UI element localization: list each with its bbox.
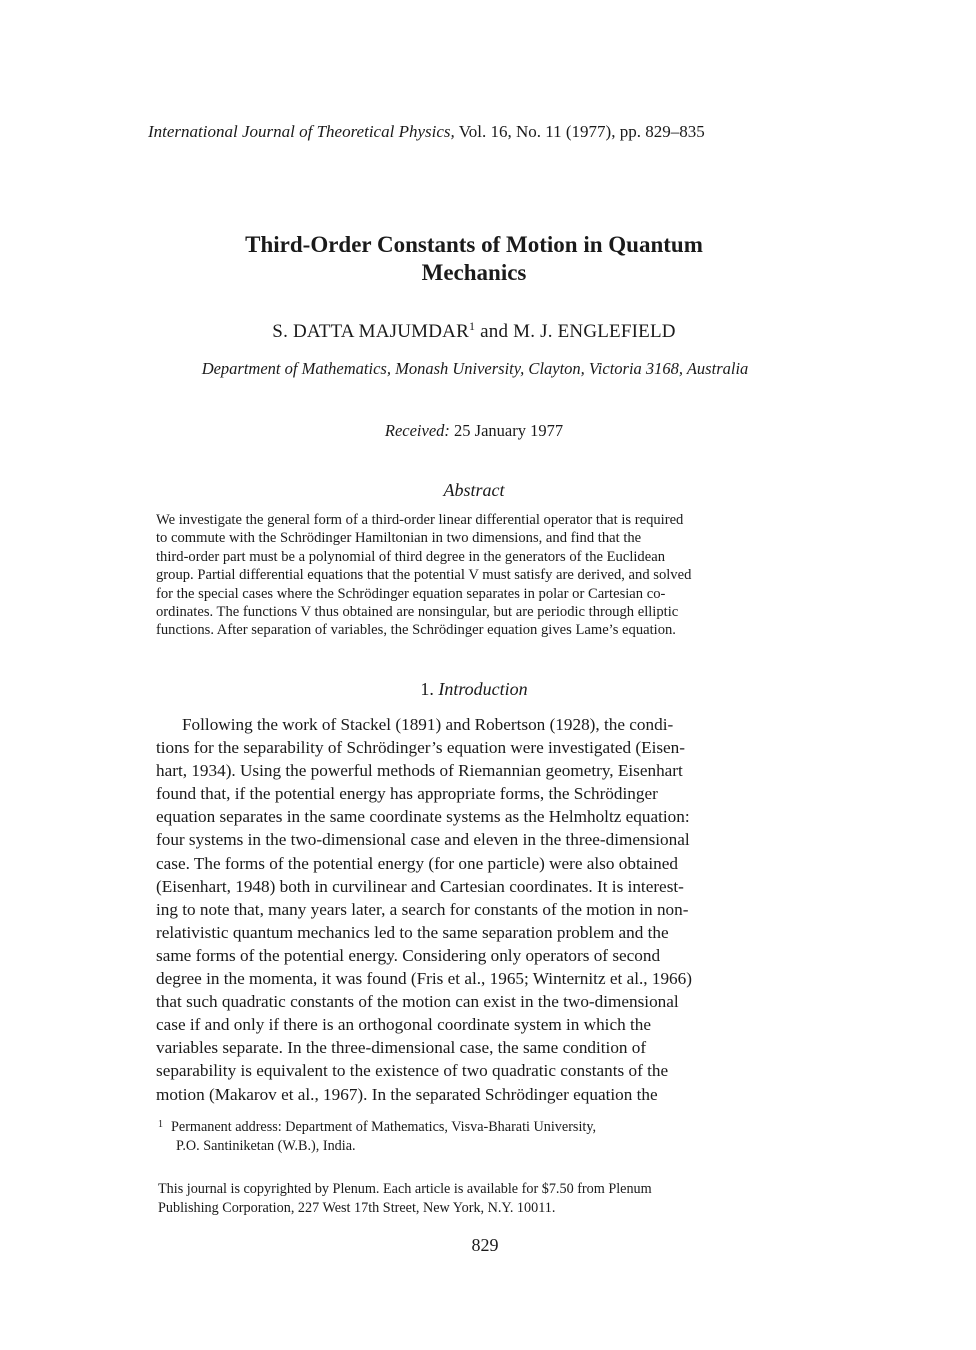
abstract-line: to commute with the Schrödinger Hamiltonian in two dimensions, and find that the	[156, 530, 642, 547]
abstract-line: We investigate the general form of a third-order linear differential operator that is required	[156, 512, 684, 528]
paper-title-line-2: Mechanics	[421, 260, 527, 285]
body-line: case if and only if there is an orthogonal coordinate system in which the	[156, 1015, 651, 1035]
received-label: Received:	[384, 421, 450, 440]
page-number: 829	[471, 1235, 499, 1255]
footnote-mark: 1	[158, 1119, 163, 1130]
author-list	[140, 319, 808, 345]
journal-citation	[148, 121, 848, 143]
journal-name: International Journal of Theoretical Physics,	[148, 122, 455, 141]
body-line: that such quadratic constants of the motion can exist in the two-dimensional	[156, 992, 679, 1012]
body-line: degree in the momenta, it was found (Fris et al., 1965; Winternitz et al., 1966)	[156, 969, 692, 989]
body-line: Following the work of Stackel (1891) and Robertson (1928), the condi-	[182, 715, 674, 734]
body-line: ing to note that, many years later, a search for constants of the motion in non-	[156, 899, 689, 919]
abstract-line: functions. After separation of variables, the Schrödinger equation gives Lame’s equation.	[156, 622, 676, 639]
body-line: found that, if the potential energy has appropriate forms, the Schrödinger	[156, 784, 658, 804]
author-affiliation: Department of Mathematics, Monash University, Clayton, Victoria 3168, Australia	[201, 359, 749, 378]
body-line: variables separate. In the three-dimensional case, the same condition of	[156, 1038, 647, 1058]
abstract-line: ordinates. The functions V thus obtained are nonsingular, but are periodic through elliptic	[156, 604, 679, 621]
body-line: hart, 1934). Using the powerful methods of Riemannian geometry, Eisenhart	[156, 761, 683, 781]
body-line: separability is equivalent to the existence of two quadratic constants of the	[156, 1061, 669, 1081]
introduction-body	[156, 713, 828, 1106]
body-line: four systems in the two-dimensional case and eleven in the three-dimensional	[156, 830, 690, 850]
body-line: same forms of the potential energy. Considering only operators of second	[156, 945, 661, 965]
abstract-line: for the special cases where the Schrödinger equation separates in polar or Cartesian co-	[156, 585, 666, 602]
abstract-heading: Abstract	[443, 480, 505, 500]
body-line: equation separates in the same coordinate systems as the Helmholtz equation:	[156, 807, 690, 827]
abstract-line: third-order part must be a polynomial of third degree in the generators of the Euclidean	[156, 548, 665, 565]
author-footnote-mark: 1	[468, 319, 476, 333]
body-line: relativistic quantum mechanics led to the same separation problem and the	[156, 922, 669, 942]
footnote-text: Permanent address: Department of Mathematics, Visva-Bharati University,	[171, 1119, 597, 1135]
body-line: case. The forms of the potential energy (for one particle) were also obtained	[156, 853, 678, 873]
paper-title-line-1: Third-Order Constants of Motion in Quantum	[245, 232, 703, 257]
paper-title	[140, 231, 808, 287]
section-number: 1.	[420, 679, 434, 699]
footnote	[158, 1118, 798, 1156]
footnote-line: P.O. Santiniketan (W.B.), India.	[176, 1138, 356, 1154]
received-date	[140, 420, 808, 442]
received-value: 25 January 1977	[449, 421, 564, 440]
section-title: Introduction	[438, 679, 528, 699]
author-rest: and M. J. ENGLEFIELD	[475, 321, 676, 342]
copyright-line: This journal is copyrighted by Plenum. Each article is available for $7.50 from Plenum	[158, 1181, 652, 1197]
journal-volume-pages: Vol. 16, No. 11 (1977), pp. 829–835	[454, 122, 705, 141]
abstract-line: group. Partial differential equations that the potential V must satisfy are derived, and solved	[156, 567, 692, 584]
body-line: tions for the separability of Schrödinger’s equation were investigated (Eisen-	[156, 738, 686, 758]
body-line: (Eisenhart, 1948) both in curvilinear and Cartesian coordinates. It is interest-	[156, 876, 684, 896]
author-first: S. DATTA MAJUMDAR	[272, 321, 469, 342]
section-heading	[140, 677, 808, 701]
footnote-line	[158, 1118, 798, 1137]
abstract-body	[156, 511, 828, 640]
copyright-notice	[158, 1180, 838, 1218]
copyright-line: Publishing Corporation, 227 West 17th Street, New York, N.Y. 10011.	[158, 1200, 556, 1216]
body-line: motion (Makarov et al., 1967). In the separated Schrödinger equation the	[156, 1084, 658, 1104]
